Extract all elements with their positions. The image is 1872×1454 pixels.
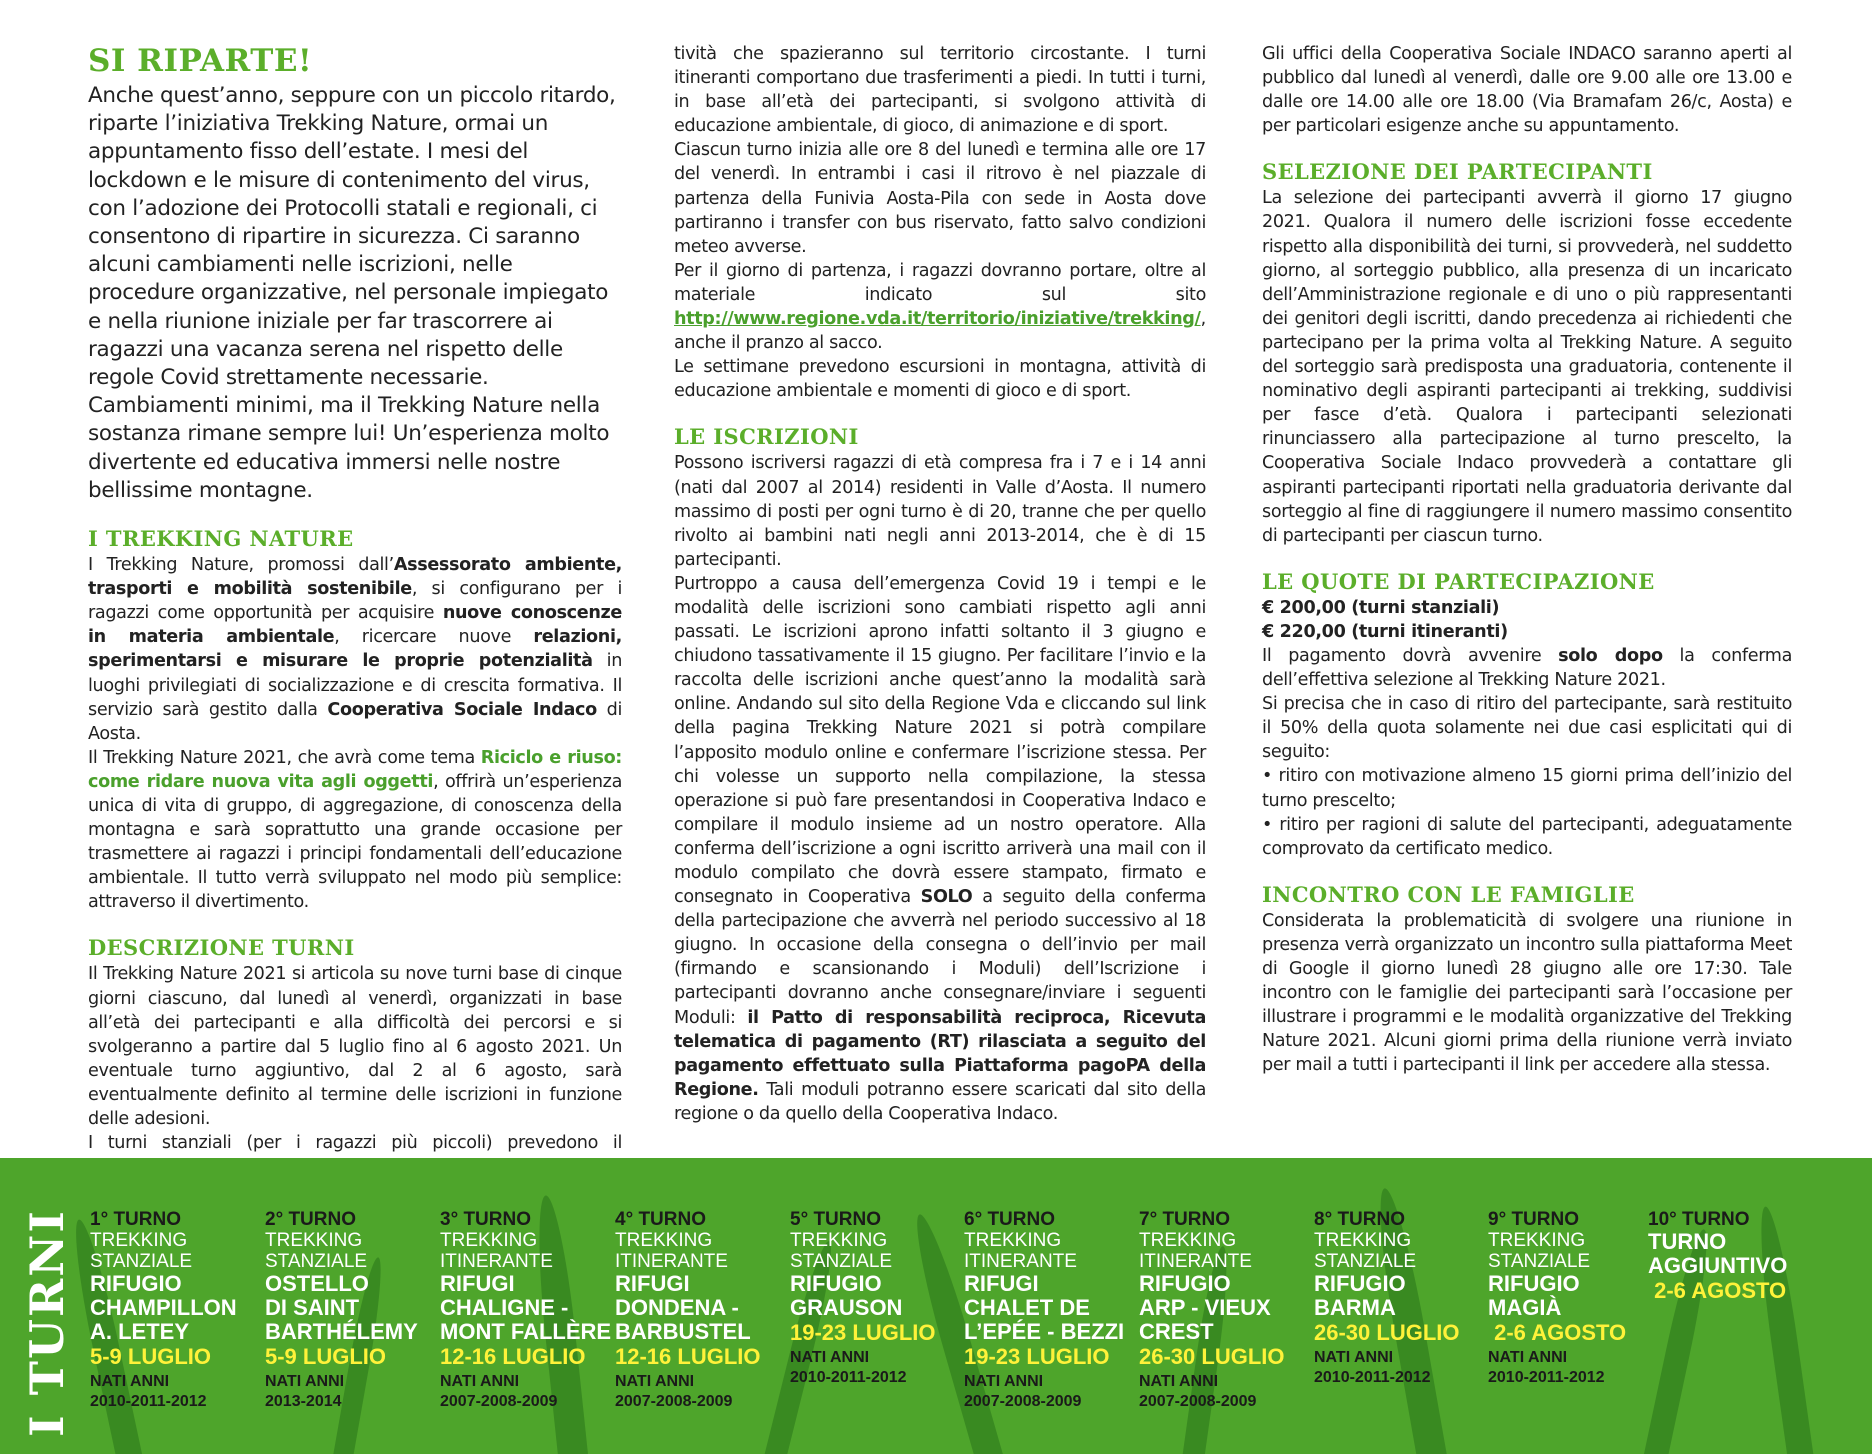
intro-title: SI RIPARTE! <box>88 43 313 79</box>
turn-number: 6° TURNO <box>964 1209 1055 1230</box>
turn-type: STANZIALE <box>265 1251 368 1272</box>
turn-card-6 <box>964 1210 1154 1412</box>
turn-dates: 26-30 LUGLIO <box>1314 1320 1460 1345</box>
turn-born-label: NATI ANNI <box>440 1373 520 1390</box>
turn-type: STANZIALE <box>790 1251 893 1272</box>
iscrizioni-p1: Possono iscriversi ragazzi di età compresa fra i 7 e i 14 anni (nati dal 2007 al 2014) residenti in Valle d’Aosta. Il numero massimo di posti per ogni turno è di 20, tranne che per quello rivolto ai bambini nati negli anni 2013-2014, che è di 15 partecipanti. <box>674 453 1206 570</box>
turn-type: STANZIALE <box>1488 1251 1591 1272</box>
quote-p2: Si precisa che in caso di ritiro del partecipante, sarà restituito il 50% della quota solamente nei due casi esplicitati qui di seguito: <box>1262 694 1792 763</box>
descrizione-p3: tività che spazieranno sul territorio circostante. I turni itineranti comportano due trasferimenti a piedi. In tutti i turni, in base all’età dei partecipanti, si svolgono attività di educazione ambientale, di gioco, di animazione e di sport. <box>674 44 1206 137</box>
quote-bullet-1: • ritiro con motivazione almeno 15 giorni prima dell’inizio del turno prescelto; <box>1262 766 1792 811</box>
turn-years: 2007-2008-2009 <box>440 1393 558 1410</box>
trekking-nature-p2: Il Trekking Nature 2021, che avrà come tema Riciclo e riuso: come ridare nuova vita agli oggetti, offrirà un’esperienza unica di vita di gruppo, di aggregazione, di conoscenza della montagna e sarà soprattutto una grande occasione per trasmettere ai ragazzi i principi fondamentali dell’educazione ambientale. Il tutto verrà sviluppato nel modo più semplice: attraverso il divertimento. <box>88 747 622 913</box>
turni-vertical-title: I TURNI <box>20 1209 74 1437</box>
turn-years: 2013-2014 <box>265 1393 342 1410</box>
selezione-title: SELEZIONE DEI PARTECIPANTI <box>1262 159 1653 185</box>
incontro-text: Considerata la problematicità di svolgere una riunione in presenza verrà organizzato un incontro sulla piattaforma Meet di Google il giorno lunedì 28 giugno alle ore 17:30. Tale incontro con le famiglie dei partecipanti sarà l’occasione per illustrare i programmi e le modalità organizzative del Trekking Nature 2021. Alcuni giorni prima della riunione verrà inviato per mail a tutti i partecipanti il link per accedere alla stessa. <box>1262 910 1792 1076</box>
quote-bullet-2: • ritiro per ragioni di salute del partecipanti, adeguatamente comprovato da certificato medico. <box>1262 814 1792 859</box>
turn-type: ITINERANTE <box>1139 1251 1252 1272</box>
turn-place: RIFUGIO MAGIÀ <box>1488 1271 1580 1320</box>
turn-type: TREKKING <box>1488 1230 1586 1251</box>
turn-born-label: NATI ANNI <box>265 1373 345 1390</box>
turn-place: RIFUGI CHALIGNE - MONT FALLÈRE <box>440 1271 612 1344</box>
turn-type: ITINERANTE <box>964 1251 1077 1272</box>
turn-dates: 12-16 LUGLIO <box>615 1344 761 1369</box>
turn-number: 4° TURNO <box>615 1209 706 1230</box>
turn-card-5 <box>790 1210 980 1388</box>
turn-card-2 <box>265 1210 455 1412</box>
turn-type: STANZIALE <box>90 1251 193 1272</box>
turn-years: 2007-2008-2009 <box>615 1393 733 1410</box>
turn-card-1 <box>90 1210 280 1412</box>
turn-place: RIFUGIO ARP - VIEUX CREST <box>1139 1271 1271 1344</box>
turni-band <box>0 1158 1872 1454</box>
regione-link[interactable]: http://www.regione.vda.it/territorio/iniziative/trekking/ <box>674 309 1201 330</box>
turn-born-label: NATI ANNI <box>964 1373 1044 1390</box>
turn-born-label: NATI ANNI <box>1314 1349 1394 1366</box>
trekking-nature-p1: I Trekking Nature, promossi dall’Assessorato ambiente, trasporti e mobilità sostenibile, si configurano per i ragazzi come opportunità per acquisire nuove conoscenze in materia ambientale, ricercare nuove relazioni, sperimentarsi e misurare le proprie potenzialità in luoghi privilegiati di socializzazione e di crescita formativa. Il servizio sarà gestito dalla Cooperativa Sociale Indaco di Aosta. <box>88 555 623 744</box>
turn-dates: 19-23 LUGLIO <box>790 1320 936 1345</box>
turn-type: ITINERANTE <box>440 1251 553 1272</box>
turn-card-3 <box>440 1210 630 1412</box>
turn-dates: 26-30 LUGLIO <box>1139 1344 1285 1369</box>
turn-number: 10° TURNO <box>1648 1209 1750 1230</box>
turn-type: TREKKING <box>1139 1230 1237 1251</box>
intro-text: Anche quest’anno, seppure con un piccolo ritardo, riparte l’iniziativa Trekking Nature, ormai un appuntamento fisso dell’estate. I mesi del lockdown e le misure di contenimento del virus, con l’adozione dei Protocolli statali e regionali, ci consentono di ripartire in sicurezza. Ci saranno alcuni cambiamenti nelle iscrizioni, nelle procedure organizzative, nel personale impiegato e nella riunione iniziale per far trascorrere ai ragazzi una vacanza serena nel rispetto delle regole Covid strettamente necessarie. Cambiamenti minimi, ma il Trekking Nature nella sostanza rimane sempre lui! Un’esperienza molto divertente ed educativa immersi nelle nostre bellissime montagne. <box>88 83 616 503</box>
turn-number: 9° TURNO <box>1488 1209 1579 1230</box>
turn-place: RIFUGI DONDENA - BARBUSTEL <box>615 1271 751 1344</box>
turn-place: RIFUGIO GRAUSON <box>790 1271 903 1320</box>
turn-dates: 5-9 LUGLIO <box>90 1344 212 1369</box>
turn-number: 1° TURNO <box>90 1209 181 1230</box>
descrizione-p4: Ciascun turno inizia alle ore 8 del lunedì e termina alle ore 17 del venerdì. In entrambi i casi il ritrovo è nel piazzale di partenza della Funivia Aosta-Pila con sede in Aosta dove partiranno i transfer con bus riservato, fatto salvo condizioni meteo avverse. <box>674 140 1206 257</box>
column-3 <box>1262 42 1792 1077</box>
turn-born-label: NATI ANNI <box>1488 1349 1568 1366</box>
turn-years: 2010-2011-2012 <box>1488 1369 1605 1386</box>
turn-place: RIFUGI CHALET DE L’EPÉE - BEZZI <box>964 1271 1125 1344</box>
turn-dates: 19-23 LUGLIO <box>964 1344 1110 1369</box>
turn-type: ITINERANTE <box>615 1251 728 1272</box>
turn-years: 2010-2011-2012 <box>90 1393 207 1410</box>
uffici-text: Gli uffici della Cooperativa Sociale INDACO saranno aperti al pubblico dal lunedì al venerdì, dalle ore 9.00 alle ore 13.00 e dalle ore 14.00 alle ore 18.00 (Via Bramafam 26/c, Aosta) e per particolari esigenze anche su appuntamento. <box>1262 44 1792 137</box>
quote-price-itineranti: € 220,00 (turni itineranti) <box>1262 621 1508 642</box>
turn-born-label: NATI ANNI <box>790 1349 870 1366</box>
incontro-title: INCONTRO CON LE FAMIGLIE <box>1262 881 1635 907</box>
turn-card-4 <box>615 1210 805 1412</box>
column-1 <box>88 42 622 1179</box>
turn-dates: 12-16 LUGLIO <box>440 1344 586 1369</box>
iscrizioni-title: LE ISCRIZIONI <box>674 424 859 450</box>
turn-place: OSTELLO DI SAINT BARTHÉLEMY <box>265 1271 418 1344</box>
turn-card-8 <box>1314 1210 1504 1388</box>
quote-price-stanziali: € 200,00 (turni stanziali) <box>1262 597 1500 618</box>
turn-born-label: NATI ANNI <box>90 1373 170 1390</box>
turn-born-label: NATI ANNI <box>615 1373 695 1390</box>
turn-type: TREKKING <box>964 1230 1062 1251</box>
turn-card-10 <box>1648 1210 1838 1306</box>
turn-type: TREKKING <box>790 1230 888 1251</box>
turn-number: 7° TURNO <box>1139 1209 1230 1230</box>
turn-type: STANZIALE <box>1314 1251 1417 1272</box>
turn-number: 2° TURNO <box>265 1209 356 1230</box>
turn-years: 2007-2008-2009 <box>964 1393 1082 1410</box>
turn-years: 2010-2011-2012 <box>1314 1369 1431 1386</box>
turn-dates: 2-6 AGOSTO <box>1648 1278 1787 1303</box>
turn-born-label: NATI ANNI <box>1139 1373 1219 1390</box>
turn-number: 3° TURNO <box>440 1209 531 1230</box>
turn-place: TURNO AGGIUNTIVO <box>1648 1229 1788 1278</box>
column-2 <box>674 42 1206 1126</box>
selezione-text: La selezione dei partecipanti avverrà il giorno 17 giugno 2021. Qualora il numero delle iscrizioni fosse eccedente rispetto alla disponibilità dei turni, si provvederà, nel suddetto giorno, al sorteggio pubblico, alla presenza di un incaricato dell’Amministrazione regionale e di uno o più rappresentanti dei genitori degli iscritti, dando precedenza ai richiedenti che partecipano per la prima volta al Trekking Nature. A seguito del sorteggio sarà predisposta una graduatoria, contenente il nominativo degli aspiranti partecipanti ai trekking, suddivisi per fasce d’età. Qualora i partecipanti selezionati rinunciassero alla partecipazione al turno prescelto, la Cooperativa Sociale Indaco provvederà a contattare gli aspiranti partecipanti riportati nella graduatoria derivante dal sorteggio al fine di raggiungere il numero massimo consentito di partecipanti per ciascun turno. <box>1262 188 1792 546</box>
turn-type: TREKKING <box>265 1230 363 1251</box>
quote-p1: Il pagamento dovrà avvenire solo dopo la conferma dell’effettiva selezione al Trekking Nature 2021. <box>1262 645 1792 691</box>
turn-dates: 5-9 LUGLIO <box>265 1344 387 1369</box>
descrizione-p5: Per il giorno di partenza, i ragazzi dovranno portare, oltre al materiale indicato sul sito http://www.regione.vda.it/territorio/iniziative/trekking/, anche il pranzo al sacco. <box>674 260 1206 354</box>
turn-number: 8° TURNO <box>1314 1209 1405 1230</box>
descrizione-p1: Il Trekking Nature 2021 si articola su nove turni base di cinque giorni ciascuno, dal lunedì al venerdì, organizzati in base all’età dei partecipanti e alla difficoltà dei percorsi e si svolgeranno a partire dal 5 luglio fino al 6 agosto 2021. Un eventuale turno aggiuntivo, dal 2 al 6 agosto, sarà eventualmente definito al termine delle iscrizioni in funzione delle adesioni. <box>88 964 622 1130</box>
turn-type: TREKKING <box>440 1230 538 1251</box>
turn-type: TREKKING <box>90 1230 188 1251</box>
turn-place: RIFUGIO BARMA <box>1314 1271 1406 1320</box>
iscrizioni-p2: Purtroppo a causa dell’emergenza Covid 19 i tempi e le modalità delle iscrizioni sono cambiati rispetto agli anni passati. Le iscrizioni aprono infatti soltanto il 3 giugno e chiudono tassativamente il 15 giugno. Per facilitare l’invio e la raccolta delle iscrizioni anche quest’anno la modalità sarà online. Andando sul sito della Regione Vda e cliccando sul link della pagina Trekking Nature 2021 si potrà compilare l’apposito modulo online e confermare l’iscrizione stessa. Per chi volesse un supporto nella compilazione, la stessa operazione si può fare presentandosi in Cooperativa Indaco e compilare il modulo insieme ad un nostro operatore. Alla conferma dell’iscrizione a ogni iscritto arriverà una mail con il modulo compilato che dovrà essere stampato, firmato e consegnato in Cooperativa SOLO a seguito della conferma della partecipazione che avverrà nel periodo successivo al 18 giugno. In occasione della consegna o dell’invio per mail (firmando e scansionando i Moduli) dell’Iscrizione i partecipanti dovranno anche consegnare/inviare i seguenti Moduli: il Patto di responsabilità reciproca, Ricevuta telematica di pagamento (RT) rilasciata a seguito del pagamento effettuato sulla Piattaforma pagoPA della Regione. Tali moduli potranno essere scaricati dal sito della regione o da quello della Cooperativa Indaco. <box>674 573 1207 1124</box>
turn-type: TREKKING <box>615 1230 713 1251</box>
turn-type: TREKKING <box>1314 1230 1412 1251</box>
quote-title: LE QUOTE DI PARTECIPAZIONE <box>1262 568 1655 594</box>
turn-years: 2007-2008-2009 <box>1139 1393 1257 1410</box>
turn-place: RIFUGIO CHAMPILLON A. LETEY <box>90 1271 237 1344</box>
turn-years: 2010-2011-2012 <box>790 1369 907 1386</box>
descrizione-title: DESCRIZIONE TURNI <box>88 935 355 961</box>
trekking-nature-title: I TREKKING NATURE <box>88 526 354 552</box>
turn-dates: 2-6 AGOSTO <box>1488 1320 1627 1345</box>
turn-card-7 <box>1139 1210 1329 1412</box>
descrizione-p2: I turni stanziali (per i ragazzi più piccoli) prevedono il <box>88 1133 622 1154</box>
descrizione-p6: Le settimane prevedono escursioni in montagna, attività di educazione ambientale e momenti di gioco e di sport. <box>674 357 1206 402</box>
turn-number: 5° TURNO <box>790 1209 881 1230</box>
